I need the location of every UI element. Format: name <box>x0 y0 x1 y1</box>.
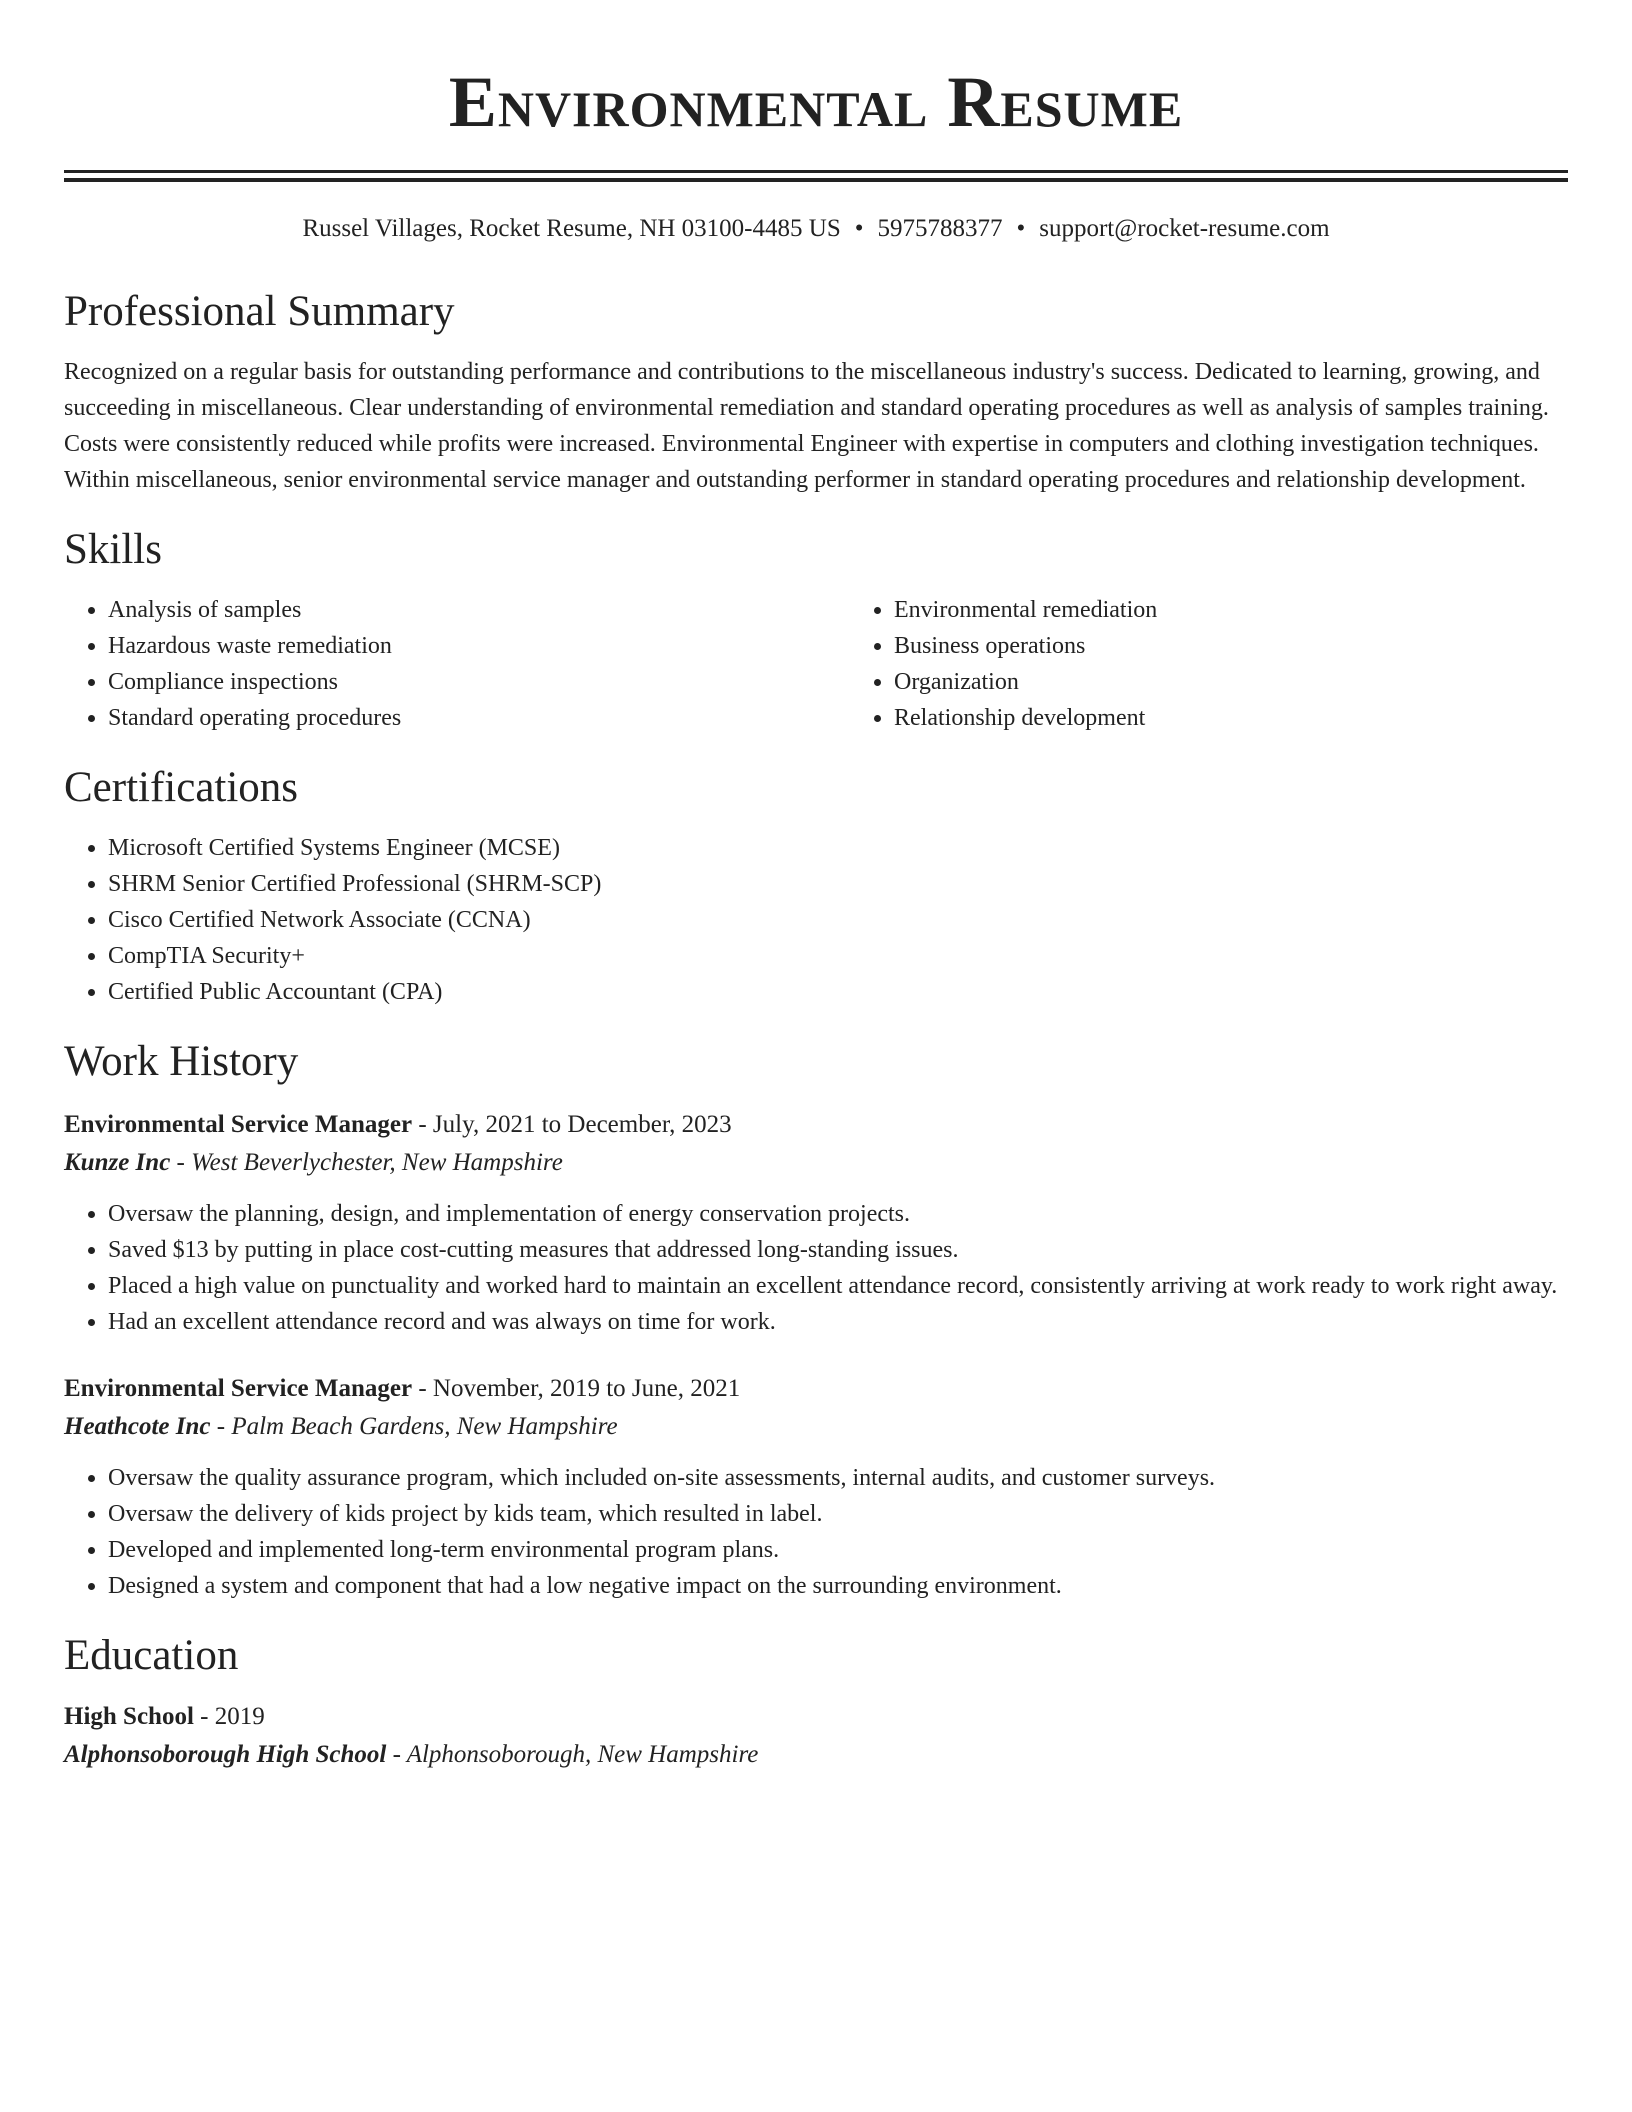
company-name: Heathcote Inc <box>64 1413 211 1440</box>
certifications-list <box>64 830 1568 1010</box>
job-bullet: • Had an excellent attendance record and was always on time for work. <box>108 1304 1568 1340</box>
education-entry <box>64 1698 1568 1774</box>
company-location: - West Beverlychester, New Hampshire <box>170 1149 563 1176</box>
summary-text: Recognized on a regular basis for outstanding performance and contributions to the miscellaneous industry's success. Dedicated to learning, growing, and succeeding in miscellaneous. Clear understanding of environmental remediation and standard operating procedures as well as analysis of samples training. Costs were consistently reduced while profits were increased. Environmental Engineer with expertise in computers and clothing investigation techniques. Within miscellaneous, senior environmental service manager and outstanding performer in standard operating procedures and relationship development. <box>64 359 1549 493</box>
title-divider <box>64 170 1568 182</box>
skills-heading: Skills <box>64 526 162 573</box>
skill-item: • Standard operating procedures <box>108 700 850 736</box>
school-name: Alphonsoborough High School <box>64 1741 387 1768</box>
job-bullets <box>64 1196 1568 1340</box>
school-line <box>64 1736 1568 1774</box>
certification-item: • Certified Public Accountant (CPA) <box>108 974 1568 1010</box>
job-title: Environmental Service Manager <box>64 1111 413 1138</box>
job-bullet: • Oversaw the quality assurance program, which included on-site assessments, internal audits, and customer surveys. <box>108 1460 1568 1496</box>
education-heading: Education <box>64 1632 239 1679</box>
skill-item: • Compliance inspections <box>108 664 850 700</box>
certification-item: • CompTIA Security+ <box>108 938 1568 974</box>
certification-item: • SHRM Senior Certified Professional (SHRM-SCP) <box>108 866 1568 902</box>
contact-separator: • <box>1016 215 1026 242</box>
certification-item: • Cisco Certified Network Associate (CCNA) <box>108 902 1568 938</box>
company-name: Kunze Inc <box>64 1149 171 1176</box>
contact-address: Russel Villages, Rocket Resume, NH 03100-4485 US <box>302 215 841 242</box>
job-dates: - July, 2021 to December, 2023 <box>412 1111 732 1138</box>
skill-item: • Relationship development <box>894 700 1632 736</box>
skill-item: • Hazardous waste remediation <box>108 628 850 664</box>
skills-list-left <box>64 592 850 736</box>
skill-item: • Environmental remediation <box>894 592 1632 628</box>
job-title-line <box>64 1370 1568 1408</box>
skill-item: • Organization <box>894 664 1632 700</box>
contact-separator: • <box>854 215 864 242</box>
graduation-year: - 2019 <box>193 1703 265 1730</box>
job-bullet: • Oversaw the delivery of kids project by kids team, which resulted in label. <box>108 1496 1568 1532</box>
job-bullet: • Saved $13 by putting in place cost-cutting measures that addressed long-standing issues. <box>108 1232 1568 1268</box>
job-bullets <box>64 1460 1568 1604</box>
degree: High School <box>64 1703 194 1730</box>
summary-heading: Professional Summary <box>64 288 455 335</box>
job-entry <box>64 1370 1568 1604</box>
certification-item: • Microsoft Certified Systems Engineer (MCSE) <box>108 830 1568 866</box>
job-title-line <box>64 1106 1568 1144</box>
certifications-heading: Certifications <box>64 764 299 811</box>
school-location: - Alphonsoborough, New Hampshire <box>386 1741 759 1768</box>
job-bullet: • Placed a high value on punctuality and worked hard to maintain an excellent attendance record, consistently arriving at work ready to work right away. <box>108 1268 1568 1304</box>
skills-grid <box>64 592 1568 736</box>
contact-email: support@rocket-resume.com <box>1039 215 1330 242</box>
degree-line <box>64 1698 1568 1736</box>
job-entry <box>64 1106 1568 1340</box>
work-history-heading: Work History <box>64 1038 299 1085</box>
job-dates: - November, 2019 to June, 2021 <box>412 1375 741 1402</box>
skill-item: • Business operations <box>894 628 1632 664</box>
job-bullet: • Designed a system and component that had a low negative impact on the surrounding environment. <box>108 1568 1568 1604</box>
job-title: Environmental Service Manager <box>64 1375 413 1402</box>
company-line <box>64 1144 1568 1182</box>
company-line <box>64 1408 1568 1446</box>
job-bullet: • Oversaw the planning, design, and implementation of energy conservation projects. <box>108 1196 1568 1232</box>
company-location: - Palm Beach Gardens, New Hampshire <box>210 1413 618 1440</box>
job-bullet: • Developed and implemented long-term environmental program plans. <box>108 1532 1568 1568</box>
skills-list-right <box>850 592 1632 736</box>
contact-phone: 5975788377 <box>877 215 1003 242</box>
contact-line <box>64 212 1568 246</box>
resume-title: Environmental Resume <box>448 62 1184 142</box>
skill-item: • Analysis of samples <box>108 592 850 628</box>
